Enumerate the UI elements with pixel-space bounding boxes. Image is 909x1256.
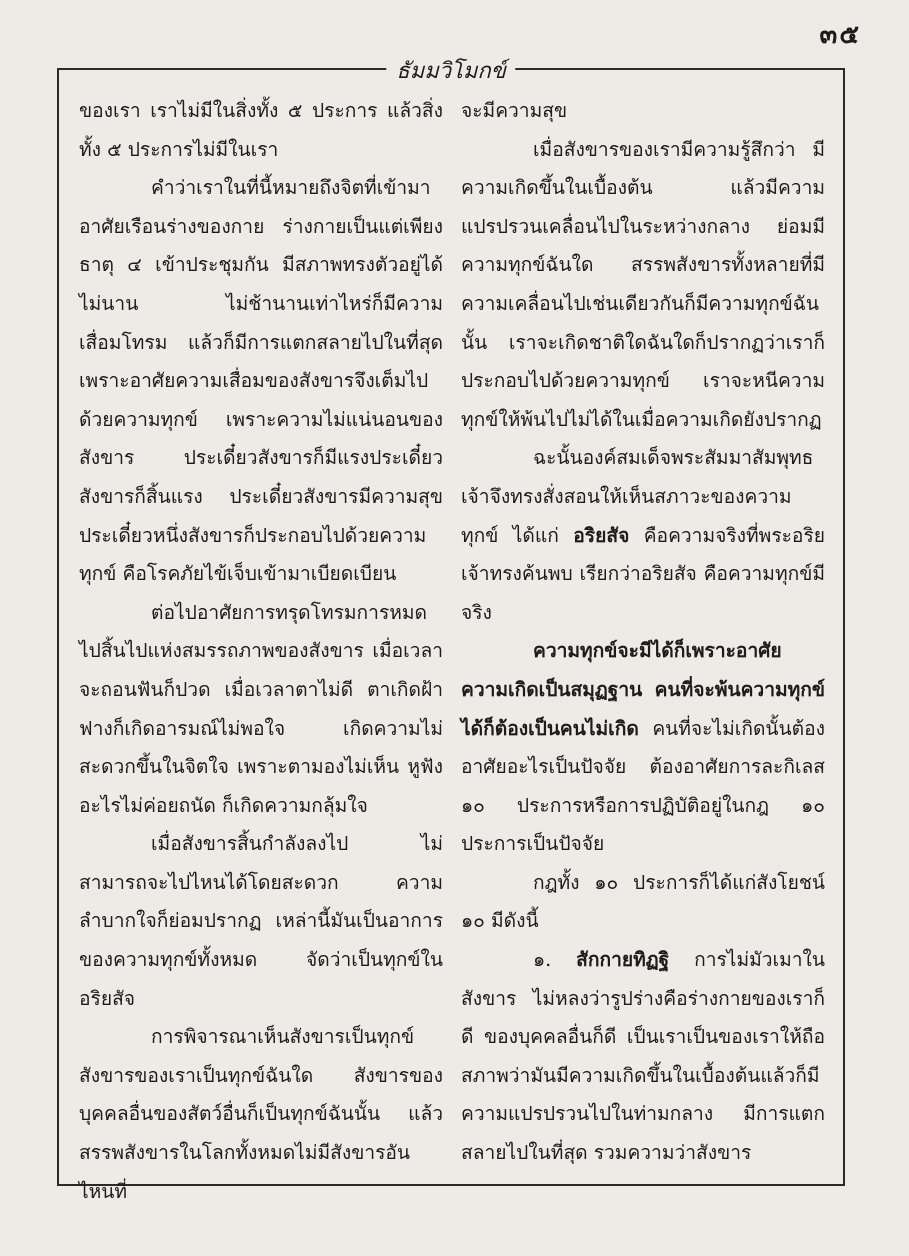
text-columns <box>79 92 825 1203</box>
paragraph: เมื่อสังขารสิ้นกำลังลงไป ไม่สามารถจะไปไหนได้โดยสะดวก ความลำบากใจก็ย่อมปรากฏ เหล่านี้มันเป็นอาการของความทุกข์ทั้งหมด จัดว่าเป็นทุกข์ในอริยสัจ <box>79 832 443 1010</box>
paragraph: จะมีความสุข <box>461 99 568 122</box>
running-head: ธัมมวิโมกข์ <box>386 53 515 88</box>
paragraph: ต่อไปอาศัยการทรุดโทรมการหมดไปสิ้นไปแห่งสมรรถภาพของสังขาร เมื่อเวลาจะถอนฟันก็ปวด เมื่อเวลาตาไม่ดี ตาเกิดฝ้าฟางก็เกิดอารมณ์ไม่พอใจ เกิดความไม่สะดวกขึ้นในจิตใจ เพราะตามองไม่เห็น หูฟังอะไรไม่ค่อยถนัด ก็เกิดความกลุ้มใจ <box>79 600 443 817</box>
term-sakkayaditthi: สักกายทิฏฐิ <box>576 948 670 972</box>
paragraph <box>461 632 825 864</box>
paragraph <box>461 439 825 632</box>
left-column <box>79 92 443 1203</box>
paragraph: การพิจารณาเห็นสังขารเป็นทุกข์ สังขารของเราเป็นทุกข์ฉันใด สังขารของบุคคลอื่นของสัตว์อื่นก็เป็นทุกข์ฉันนั้น แล้วสรรพสังขารในโลกทั้งหมดไม่มีสังขารอันไหนที่ <box>79 1025 443 1203</box>
paragraph: เมื่อสังขารของเรามีความรู้สึกว่า มีความเกิดขึ้นในเบื้องต้น แล้วมีความแปรปรวนเคลื่อนไปในระหว่างกลาง ย่อมมีความทุกข์ฉันใด สรรพสังขารทั้งหลายที่มีความเคลื่อนไปเช่นเดียวกันก็มีความทุกข์ฉันนั้น เราจะเกิดชาติใดฉันใดก็ปรากฏว่าเราก็ประกอบไปด้วยความทุกข์ เราจะหนีความทุกข์ให้พ้นไปไม่ได้ในเมื่อความเกิดยังปรากฏ <box>461 137 825 431</box>
paragraph: คำว่าเราในที่นี้หมายถึงจิตที่เข้ามาอาศัยเรือนร่างของกาย ร่างกายเป็นแต่เพียงธาตุ ๔ เข้าประชุมกัน มีสภาพทรงตัวอยู่ได้ไม่นาน ไม่ช้านานเท่าไหร่ก็มีความเสื่อมโทรม แล้วก็มีการแตกสลายไปในที่สุด เพราะอาศัยความเสื่อมของสังขารจึงเต็มไปด้วยความทุกข์ เพราะความไม่แน่นอนของสังขาร ประเดี๋ยวสังขารก็มีแรงประเดี๋ยวสังขารก็สิ้นแรง ประเดี๋ยวสังขารมีความสุข ประเดี๋ยวหนึ่งสังขารก็ประกอบไปด้วยความทุกข์ คือโรคภัยไข้เจ็บเข้ามาเบียดเบียน <box>79 176 443 586</box>
term-ariyasacca: อริยสัจ <box>573 523 630 547</box>
text-run: คนที่จะไม่เกิดนั้นต้องอาศัยอะไรเป็นปัจจัย ต้องอาศัยการละกิเลส ๑๐ ประการหรือการปฏิบัติอยู่ในกฎ ๑๐ ประการเป็นปัจจัย <box>461 716 825 856</box>
page-frame <box>57 59 845 1203</box>
right-column <box>461 92 825 1164</box>
text-run: คือความจริงที่พระอริยเจ้าทรงค้นพบ เรียกว่าอริยสัจ คือความทุกข์มีจริง <box>461 523 825 624</box>
bold-statement: ความทุกข์จะมีได้ก็เพราะอาศัยความเกิดเป็นสมุฏฐาน คนที่จะพ้นความทุกข์ได้ก็ต้องเป็นคนไม่เกิด <box>461 639 825 740</box>
paragraph <box>461 941 825 1173</box>
paragraph: กฎทั้ง ๑๐ ประการก็ได้แก่สังโยชน์ ๑๐ มีดังนี้ <box>461 870 825 933</box>
page-number: ๓๕ <box>819 20 861 50</box>
text-run: การไม่มัวเมาในสังขาร ไม่หลงว่ารูปร่างคือร่างกายของเราก็ดี ของบุคคลอื่นก็ดี เป็นเราเป็นของเราให้ถือสภาพว่ามันมีความเกิดขึ้นในเบื้องต้นแล้วก็มีความแปรปรวนไปในท่ามกลาง มีการแตกสลายไปในที่สุด รวมความว่าสังขาร <box>461 948 825 1165</box>
text-run: ฉะนั้นองค์สมเด็จพระสัมมาสัมพุทธเจ้าจึงทรงสั่งสอนให้เห็นสภาวะของความทุกข์ ได้แก่ <box>461 446 814 547</box>
list-number: ๑. <box>533 948 577 972</box>
paragraph: ของเรา เราไม่มีในสิ่งทั้ง ๕ ประการ แล้วสิ่งทั้ง ๕ ประการไม่มีในเรา <box>79 99 443 161</box>
